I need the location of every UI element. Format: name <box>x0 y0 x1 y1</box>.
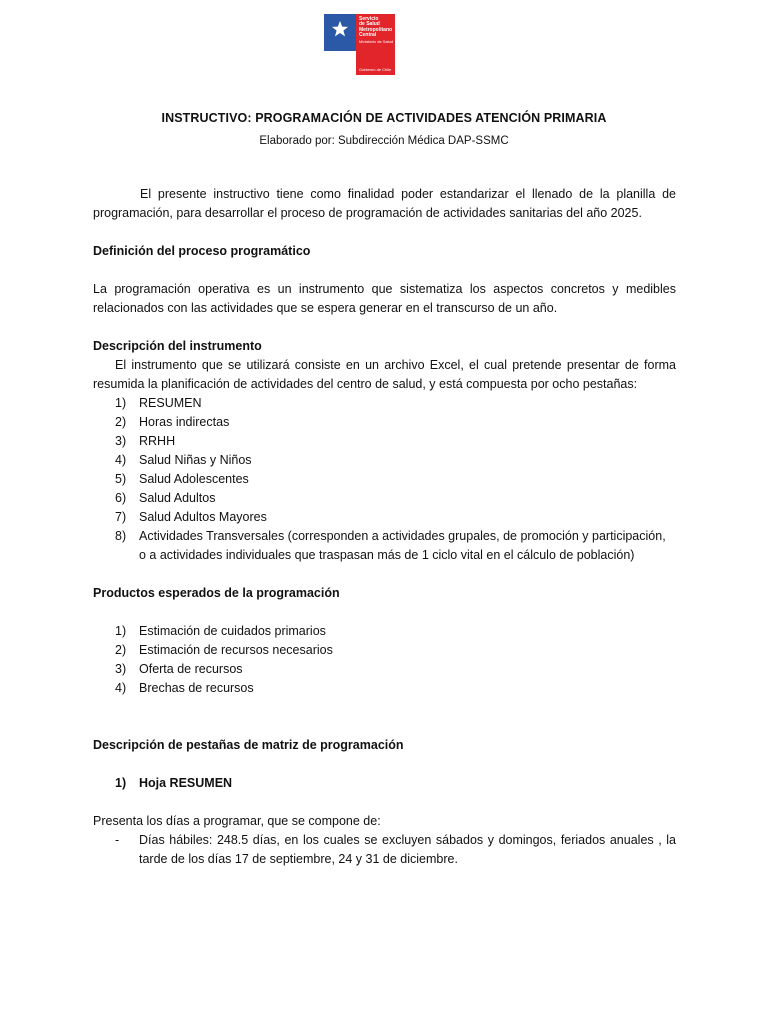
logo-ministry: Ministerio de Salud <box>359 38 394 44</box>
list-item: 4) Brechas de recursos <box>115 681 254 695</box>
list-item: 1) RESUMEN <box>115 396 202 410</box>
list-item: 7) Salud Adultos Mayores <box>115 510 267 524</box>
logo-government: Gobierno de Chile <box>359 66 392 72</box>
intro-paragraph: El presente instructivo tiene como finalidad poder estandarizar el llenado de la planilla de programación, para desarrollar el proceso de programación de actividades sanitarias del año 2025. <box>93 187 676 220</box>
logo-text-panel <box>356 14 395 75</box>
logo-line: Servicio <box>359 16 379 22</box>
logo-white-field <box>324 51 356 75</box>
expected-products-list <box>93 622 676 698</box>
list-item: 3) RRHH <box>115 434 176 448</box>
list-item: 1) Estimación de cuidados primarios <box>115 624 326 638</box>
subsection-heading: 1) Hoja RESUMEN <box>115 776 233 790</box>
logo-line: Central <box>359 32 377 39</box>
section-heading: Descripción del instrumento <box>93 339 262 353</box>
document-title: INSTRUCTIVO: PROGRAMACIÓN DE ACTIVIDADES ATENCIÓN PRIMARIA <box>161 111 607 125</box>
instrument-tabs-list <box>93 394 676 565</box>
list-item: 8) Actividades Transversales (corresponden a actividades grupales, de promoción y participación, o a actividades individuales que traspasan más de 1 ciclo vital en el cálculo de población) <box>115 529 666 562</box>
list-item: 2) Estimación de recursos necesarios <box>115 643 333 657</box>
list-item: 6) Salud Adultos <box>115 491 216 505</box>
list-item: - Días hábiles: 248.5 días, en los cuales se excluyen sábados y domingos, feriados anuales , la tarde de los días 17 de septiembre, 24 y 31 de diciembre. <box>115 833 676 866</box>
list-item: 4) Salud Niñas y Niños <box>115 453 252 467</box>
star-icon <box>331 20 349 38</box>
section-heading: Definición del proceso programático <box>93 244 311 258</box>
list-item: 3) Oferta de recursos <box>115 662 243 676</box>
section-paragraph: La programación operativa es un instrumento que sistematiza los aspectos concretos y medibles relacionados con las actividades que se espera generar en el transcurso de un año. <box>93 282 676 315</box>
logo-flag-band <box>324 14 356 75</box>
logo-line: Metropolitano <box>359 26 393 33</box>
logo-line: de Salud <box>359 21 380 28</box>
logo-blue-field <box>324 14 356 51</box>
section-heading: Descripción de pestañas de matriz de programación <box>93 738 404 752</box>
document-body <box>93 185 676 869</box>
list-item: 2) Horas indirectas <box>115 415 230 429</box>
section-paragraph: Presenta los días a programar, que se compone de: <box>93 814 381 828</box>
section-heading: Productos esperados de la programación <box>93 586 340 600</box>
document-subtitle: Elaborado por: Subdirección Médica DAP-SSMC <box>259 135 509 147</box>
institution-logo <box>324 14 395 75</box>
section-paragraph: El instrumento que se utilizará consiste en un archivo Excel, el cual pretende presentar de forma resumida la planificación de actividades del centro de salud, y está compuesta por ocho pestañas: <box>93 358 676 391</box>
list-item: 5) Salud Adolescentes <box>115 472 249 486</box>
